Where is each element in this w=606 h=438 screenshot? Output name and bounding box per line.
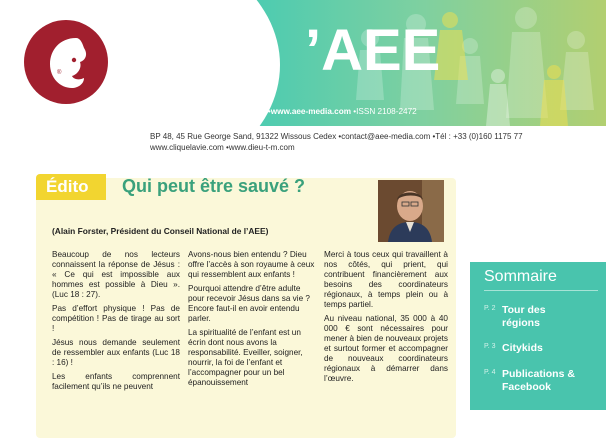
brand-title-info: info xyxy=(148,17,253,85)
issue-number: { 2018 •n°2 } xyxy=(152,84,266,102)
sommaire-page-number: P. 4 xyxy=(484,369,496,376)
paragraph: Jésus nous demande seulement de ressembler aux enfants (Luc 18 : 16) ! xyxy=(52,338,180,367)
sommaire-title: Sommaire xyxy=(484,268,557,285)
logo-registered-mark: ® xyxy=(57,70,62,76)
sommaire-page-number: P. 3 xyxy=(484,343,496,350)
tagline-site-link[interactable]: www.aee-media.com xyxy=(270,107,351,116)
paragraph: Merci à tous ceux qui travaillent à nos côtés, qui prient, qui contribuent financièrement aux besoins des coordinateurs régionaux, à temps plein ou à temps partiel. xyxy=(324,250,448,309)
contact-block xyxy=(150,131,523,153)
sommaire-divider xyxy=(484,290,598,291)
edito-tag xyxy=(36,174,106,200)
edito-headline: Qui peut être sauvé ? xyxy=(122,176,306,196)
edito-author: (Alain Forster, Président du Conseil National de l’AEE) xyxy=(52,226,269,236)
paragraph: Au niveau national, 35 000 à 40 000 € sont nécessaires pour mener à bien de nouveaux projets et surtout former et accompagner de nouveaux coordinateurs régionaux à démarrer dans l’œuvre. xyxy=(324,314,448,383)
edito-tag-label: Édito xyxy=(46,177,89,196)
author-portrait xyxy=(378,180,444,242)
tagline-association: Association Évangile & Enfance • xyxy=(150,107,271,116)
paragraph: Les enfants comprennent facilement qu’ils ne peuvent xyxy=(52,372,180,391)
tagline-issn: •ISSN 2108-2472 xyxy=(351,107,417,116)
brand-title-aee: ’AEE xyxy=(305,18,441,83)
edito-column-2 xyxy=(188,250,316,392)
tagline xyxy=(150,107,417,116)
sommaire-item-label: Publications & Facebook xyxy=(502,368,575,393)
paragraph: Beaucoup de nos lecteurs connaissent la réponse de Jésus : « Ce qui est impossible aux hommes est possible à Dieu ». (Luc 18 : 27). xyxy=(52,250,180,299)
paragraph: Pourquoi attendre d’être adulte pour recevoir Jésus dans sa vie ? Encore faut-il en avoir entendu parler. xyxy=(188,284,310,323)
paragraph: Pas d’effort physique ! Pas de compétition ! Pas de tirage au sort ! xyxy=(52,304,180,333)
paragraph: Avons-nous bien entendu ? Dieu offre l’accès à son royaume à ceux qui ressemblent aux enfants ! xyxy=(188,250,315,279)
contact-address: BP 48, 45 Rue George Sand, 91322 Wissous Cedex •contact@aee-media.com •Tél : +33 (0)160 1175 77 xyxy=(150,132,523,141)
contact-websites[interactable]: www.cliquelavie.com •www.dieu-t-m.com xyxy=(150,143,295,152)
sommaire-item-label: Tour des régions xyxy=(502,304,546,329)
sommaire-page-number: P. 2 xyxy=(484,305,496,312)
aee-logo-icon xyxy=(24,20,108,104)
paragraph: La spiritualité de l’enfant est un écrin dont nous avons la responsabilité. Eveiller, soigner, nourrir, la foi de l’enfant et l’accompagner pour un bel épanouissement xyxy=(188,328,303,387)
edito-column-3 xyxy=(324,250,448,388)
sommaire-item-label: Citykids xyxy=(502,342,543,354)
edito-column-1 xyxy=(52,250,180,396)
